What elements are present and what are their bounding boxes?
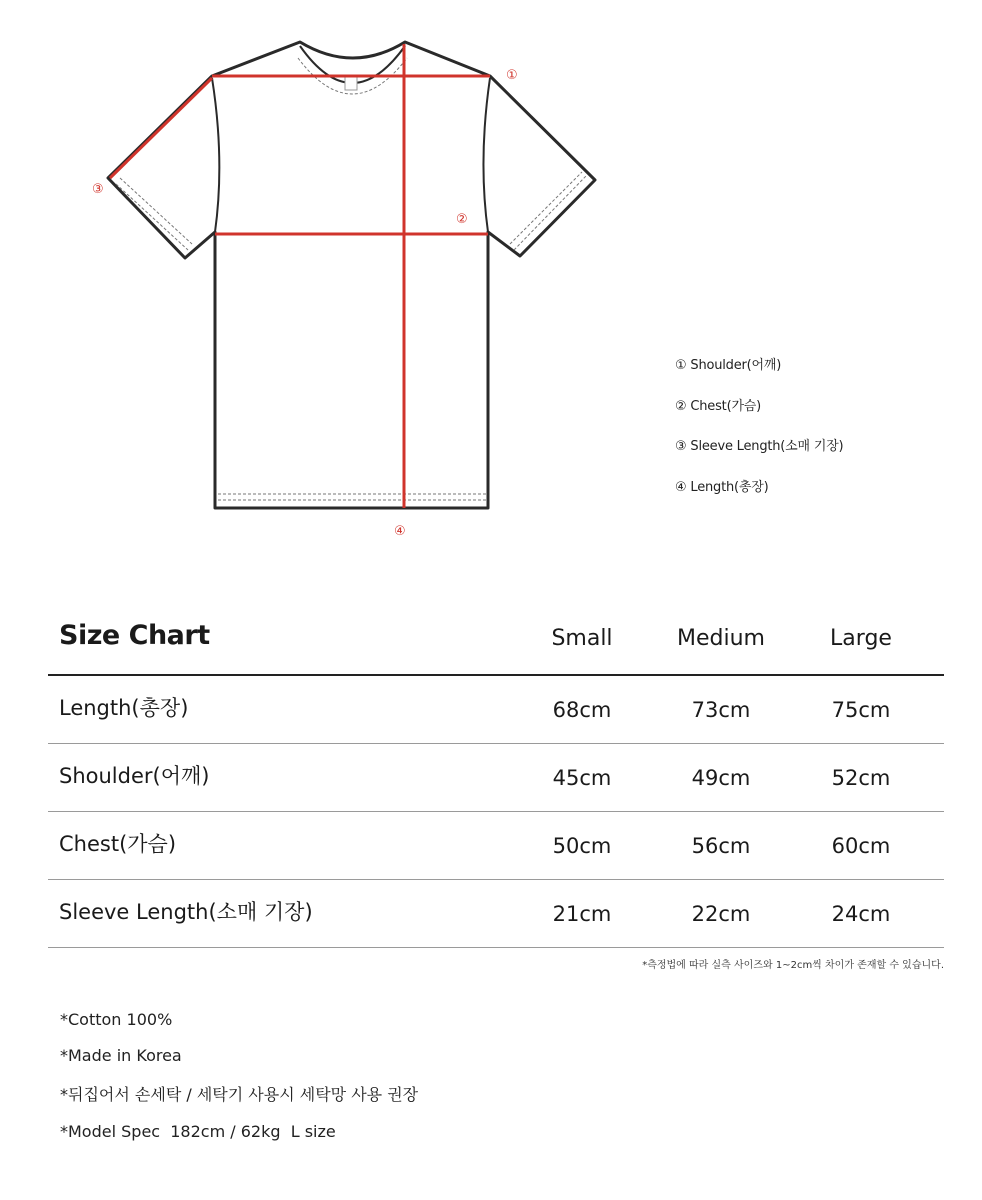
row-label: Length(총장) bbox=[59, 696, 189, 720]
legend-item: ② Chest(가슴) bbox=[675, 398, 762, 414]
size-chart-title: Size Chart bbox=[59, 620, 210, 651]
table-cell: 24cm bbox=[831, 902, 891, 926]
marker-shoulder: ① bbox=[506, 68, 518, 83]
table-cell: 45cm bbox=[552, 766, 612, 790]
table-cell: 75cm bbox=[831, 698, 891, 722]
table-cell: 49cm bbox=[691, 766, 751, 790]
table-cell: 68cm bbox=[552, 698, 612, 722]
legend-item: ④ Length(총장) bbox=[675, 479, 769, 495]
column-medium: Medium bbox=[677, 626, 765, 651]
info-origin: *Made in Korea bbox=[60, 1046, 182, 1065]
marker-sleeve: ③ bbox=[92, 182, 104, 197]
measurement-legend bbox=[675, 356, 843, 518]
table-cell: 21cm bbox=[552, 902, 612, 926]
table-cell: 73cm bbox=[691, 698, 751, 722]
legend-item: ① Shoulder(어깨) bbox=[675, 358, 782, 373]
table-cell: 50cm bbox=[552, 834, 612, 858]
info-material: *Cotton 100% bbox=[60, 1010, 173, 1029]
row-label: Shoulder(어깨) bbox=[59, 764, 210, 788]
table-cell: 60cm bbox=[831, 834, 891, 858]
table-row bbox=[48, 880, 944, 948]
column-large: Large bbox=[830, 626, 892, 651]
column-small: Small bbox=[551, 626, 613, 651]
table-row bbox=[48, 744, 944, 812]
marker-chest: ② bbox=[456, 212, 468, 227]
size-chart-table bbox=[48, 608, 944, 948]
row-label: Chest(가슴) bbox=[59, 832, 177, 856]
legend-item: ③ Sleeve Length(소매 기장) bbox=[675, 439, 844, 454]
table-cell: 56cm bbox=[691, 834, 751, 858]
measurement-note: *측정법에 따라 실측 사이즈와 1~2cm씩 차이가 존재할 수 있습니다. bbox=[642, 960, 944, 971]
info-model-spec: *Model Spec 182cm / 62kg L size bbox=[60, 1122, 336, 1141]
row-label: Sleeve Length(소매 기장) bbox=[59, 900, 313, 924]
table-cell: 52cm bbox=[831, 766, 891, 790]
table-row bbox=[48, 812, 944, 880]
marker-length: ④ bbox=[394, 524, 406, 539]
info-care: *뒤집어서 손세탁 / 세탁기 사용시 세탁망 사용 권장 bbox=[60, 1085, 419, 1104]
size-chart-header bbox=[48, 608, 944, 676]
table-row bbox=[48, 676, 944, 744]
table-cell: 22cm bbox=[691, 902, 751, 926]
